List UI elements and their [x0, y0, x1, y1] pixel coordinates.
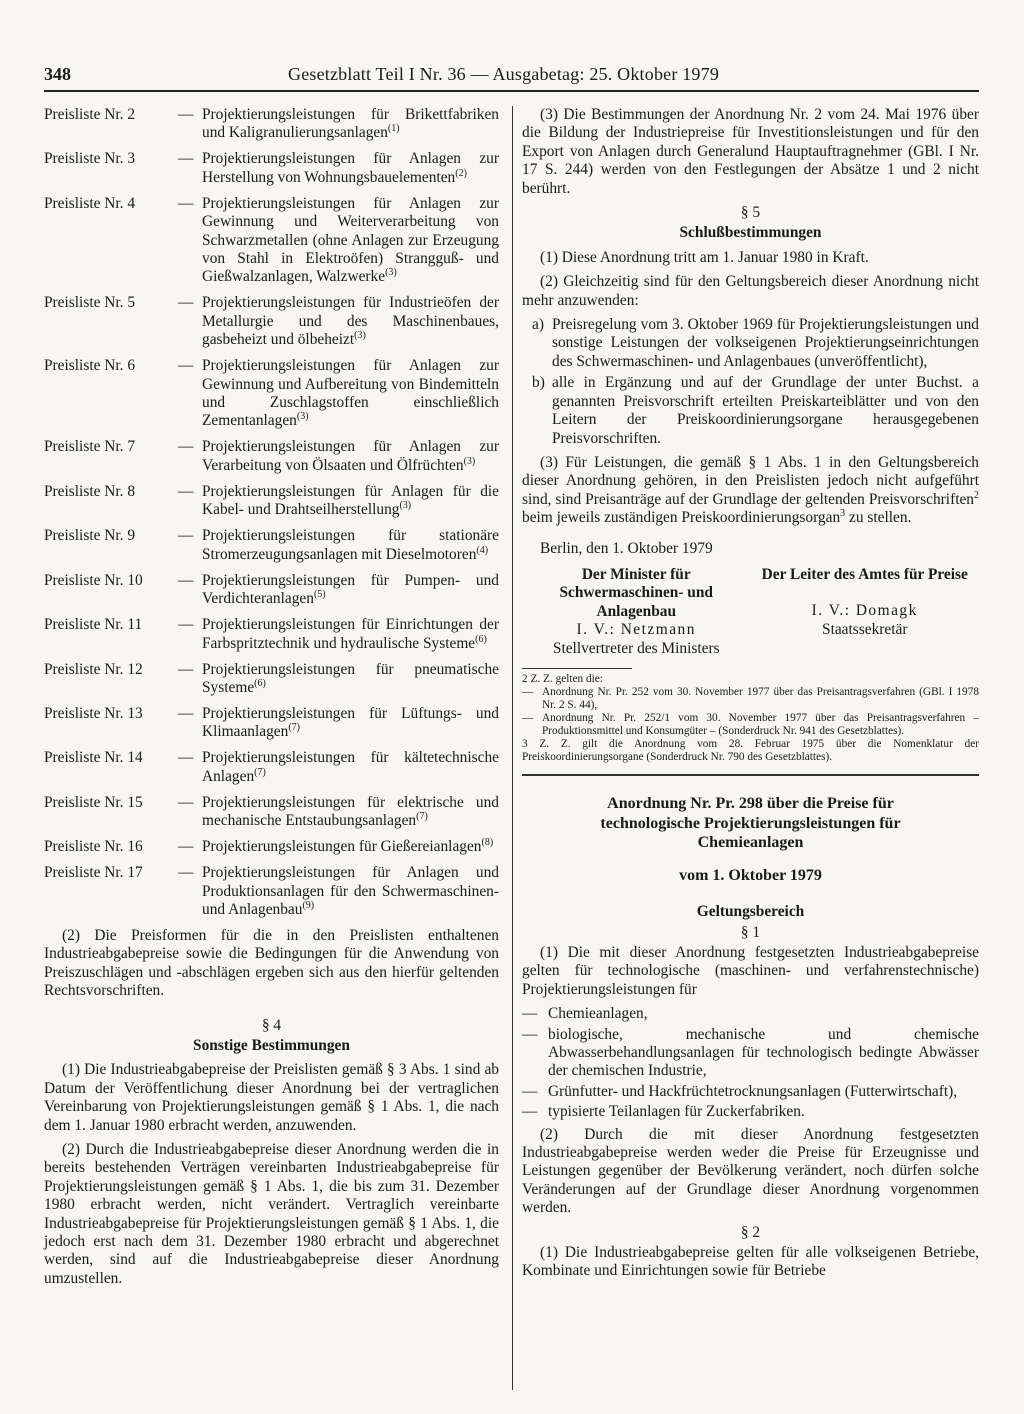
price-list-description: Projektierungsleistungen für kältetechnische Anlagen	[202, 749, 499, 785]
price-list-text	[202, 616, 499, 653]
dash: —	[178, 660, 194, 678]
price-list-description: Projektierungsleistungen für Anlagen und Produktionsanlagen für den Schwermaschinen- und Anlagenbau	[202, 864, 499, 918]
price-list-number: Preisliste Nr. 17	[44, 864, 143, 882]
price-list-row	[44, 294, 499, 349]
footnote-ref: (9)	[302, 899, 315, 911]
footnote-ref: (3)	[463, 455, 476, 467]
item-label: a)	[532, 316, 544, 334]
column-divider	[512, 106, 513, 1390]
price-list-description: Projektierungsleistungen für Anlagen zur Verarbeitung von Ölsaaten und Ölfrüchten	[202, 438, 499, 474]
dash: —	[178, 150, 194, 168]
place-date: Berlin, den 1. Oktober 1979	[540, 539, 713, 557]
footnote-item	[522, 686, 979, 712]
signer-name: I. V.: Domagk	[811, 602, 918, 620]
price-list-number: Preisliste Nr. 16	[44, 838, 143, 856]
left-column	[44, 106, 499, 1294]
paragraph: (2) Die Preisformen für die in den Preislisten enthaltenen Industrieabgabepreise sowie die Bedingungen für die Anwendung von Preiszuschlägen und -abschlägen ergeben sich aus den hierfür geltenden Rechtsvorschriften.	[44, 926, 499, 1000]
footnote-ref: (3)	[354, 330, 366, 342]
list-item	[522, 1005, 979, 1023]
price-list-description: Projektierungsleistungen für Anlagen für die Kabel- und Drahtseilherstellung	[202, 482, 499, 519]
dash: —	[178, 194, 194, 212]
right-column	[522, 106, 979, 1287]
price-list-number: Preisliste Nr. 2	[44, 106, 136, 123]
price-list-number: Preisliste Nr. 6	[44, 357, 136, 375]
footnote-ref: (3)	[385, 267, 397, 279]
paragraph: (2) Durch die Industrieabgabepreise dieser Anordnung werden die in bereits bestehenden Verträgen vereinbarten Industrieabgabepreise für Projektierungsleistungen gemäß § 1 Abs. 1, die bis zum 31. Dezember 1980 erbracht werden, nicht verändert. Vertraglich vereinbarte Industrieabgabepreise für Projektierungsleistungen gemäß § 1 Abs. 1, die jedoch erst nach dem 31. Dezember 1980 erbracht und abgerechnet werden, sind auf die Industrieabgabepreise dieser Anordnung umzustellen.	[44, 1141, 499, 1287]
price-list-number: Preisliste Nr. 8	[44, 482, 136, 500]
price-list-description: Projektierungsleistungen für Anlagen zur Gewinnung und Aufbereitung von Bindemitteln und Zuschlagstoffen einschließlich Zementanlagen	[202, 357, 499, 430]
dash: —	[178, 704, 194, 722]
item-text: Grünfutter- und Hackfrüchtetrocknungsanlagen (Futterwirtschaft),	[548, 1082, 958, 1100]
price-list-number: Preisliste Nr. 9	[44, 527, 136, 545]
section-number: § 1	[740, 923, 761, 941]
dash: —	[178, 838, 194, 856]
list-item	[522, 316, 979, 371]
paragraph-text: (3) Für Leistungen, die gemäß § 1 Abs. 1 in den Geltungsbereich dieser Anordnung gehören, in den Preislisten jedoch nicht aufgeführt sind, sind Preisanträge auf der Grundlage der geltenden Preisvorschriften	[522, 453, 979, 508]
dash-list	[522, 1005, 979, 1121]
price-list-description: Projektierungsleistungen für Einrichtungen der Farbspritztechnik und hydraulische Systeme	[202, 616, 499, 652]
footnote-ref: (1)	[387, 123, 400, 135]
footnote-ref: (5)	[313, 588, 326, 600]
price-list-description: Projektierungsleistungen für stationäre Stromerzeugungsanlagen mit Dieselmotoren	[202, 527, 499, 563]
dash: —	[178, 527, 194, 545]
price-list-description: Projektierungsleistungen für Anlagen zur Herstellung von Wohnungsbauelementen	[202, 150, 499, 186]
price-list-number: Preisliste Nr. 7	[44, 438, 136, 456]
item-label: b)	[532, 374, 545, 392]
dash: —	[178, 616, 194, 634]
section-number: § 4	[261, 1016, 282, 1034]
footnote-list	[522, 686, 979, 738]
price-list-text	[202, 357, 499, 431]
price-list-row	[44, 438, 499, 475]
price-list-row	[44, 106, 499, 143]
signer-title: Der Leiter des Amtes für Preise	[761, 565, 968, 583]
price-list-number: Preisliste Nr. 11	[44, 616, 143, 634]
footnote-ref: (8)	[481, 837, 494, 848]
footnote-item	[522, 712, 979, 738]
list-item	[522, 1026, 979, 1081]
dash: —	[178, 864, 194, 882]
page-number: 348	[44, 64, 71, 84]
section-heading: Sonstige Bestimmungen	[193, 1036, 350, 1054]
paragraph-text: beim jeweils zuständigen Preiskoordinierungsorgan	[522, 509, 841, 527]
price-list-row	[44, 705, 499, 742]
paragraph: (2) Durch die mit dieser Anordnung festgesetzten Industrieabgabepreise werden weder die Preise für Erzeugnisse und Leistungen gegenüber der Bevölkerung verändert, noch dürfen solche Veränderungen auf der Grundlage dieser Anordnung vorgenommen werden.	[522, 1125, 979, 1217]
price-list-number: Preisliste Nr. 4	[44, 194, 136, 212]
paragraph: (1) Die Industrieabgabepreise der Preislisten gemäß § 3 Abs. 1 sind ab Datum der Veröffentlichung dieser Anordnung bei der vertraglichen Vereinbarung von Projektierungsleistungen gemäß § 1 Abs. 1, die nach dem 1. Januar 1980 erbracht werden, anzuwenden.	[44, 1061, 499, 1134]
dash: —	[522, 1103, 538, 1121]
price-list-row	[44, 661, 499, 698]
item-text: typisierte Teilanlagen für Zuckerfabriken.	[548, 1103, 805, 1121]
list-item	[522, 374, 979, 448]
price-list-text	[202, 150, 499, 187]
ordinance-date: vom 1. Oktober 1979	[679, 866, 822, 884]
price-list-number: Preisliste Nr. 5	[44, 294, 136, 312]
price-list-number: Preisliste Nr. 12	[44, 660, 143, 678]
dash: —	[178, 438, 194, 456]
price-list-row	[44, 150, 499, 187]
price-list-description: Projektierungsleistungen für Brikettfabriken und Kaligranulierungsanlagen	[202, 106, 499, 142]
price-list-text	[202, 106, 499, 143]
signature-right	[751, 566, 980, 658]
dash: —	[178, 571, 194, 589]
dash: —	[178, 482, 194, 500]
price-list-text	[202, 483, 499, 520]
price-list-description: Projektierungsleistungen für Pumpen- und Verdichteranlagen	[202, 571, 499, 608]
dash: —	[522, 1025, 538, 1043]
price-list-row	[44, 572, 499, 609]
footnote-ref: (2)	[455, 167, 467, 179]
footnote-ref: (7)	[416, 811, 428, 822]
list-item	[522, 1103, 979, 1121]
price-list-description: Projektierungsleistungen für Gießereianlagen	[202, 838, 482, 856]
header-title: Gesetzblatt Teil I Nr. 36 — Ausgabetag: 25. Oktober 1979	[288, 64, 720, 84]
price-list-text	[202, 527, 499, 564]
page-header	[44, 62, 979, 92]
signature-left	[522, 566, 751, 658]
section-rule	[522, 774, 979, 776]
paragraph: (1) Die Industrieabgabepreise gelten für alle volkseigenen Betriebe, Kombinate und Einrichtungen sowie für Betriebe	[522, 1244, 979, 1280]
price-list-description: Projektierungsleistungen für pneumatische Systeme	[202, 660, 499, 696]
paragraph: (1) Diese Anordnung tritt am 1. Januar 1980 in Kraft.	[540, 248, 869, 266]
price-list-row	[44, 483, 499, 520]
price-list-row	[44, 195, 499, 287]
price-list-text	[202, 705, 499, 742]
dash: —	[178, 749, 194, 767]
footnote-ref: 2	[974, 489, 979, 501]
signature-block	[522, 566, 979, 658]
price-list-row	[44, 616, 499, 653]
list-item	[522, 1083, 979, 1101]
item-text: alle in Ergänzung und auf der Grundlage der unter Buchst. a genannten Preisvorschrift erteilten Preiskarteiblätter und von den Leitern der Preiskoordinierungsorgane herausgegebenen Preisvorschriften.	[552, 374, 979, 447]
price-list-text	[202, 749, 499, 786]
section-number: § 2	[740, 1223, 761, 1241]
dash: —	[522, 711, 534, 724]
section-heading: Geltungsbereich	[696, 903, 805, 921]
dash: —	[522, 1082, 538, 1100]
footnote-item-text: Anordnung Nr. Pr. 252 vom 30. November 1977 über das Preisantragsverfahren (GBl. I 1978 Nr. 2 S. 44),	[542, 685, 979, 711]
price-list-description: Projektierungsleistungen für Industrieöfen der Metallurgie und des Maschinenbaues, gasbeheizt und ölbeheizt	[202, 294, 499, 349]
price-list-text	[202, 864, 499, 919]
price-list-number: Preisliste Nr. 14	[44, 749, 143, 767]
signer-title: Der Minister für Schwermaschinen- und Anlagenbau	[559, 565, 713, 620]
item-text: Chemieanlagen,	[548, 1005, 648, 1023]
price-list-row	[44, 527, 499, 564]
signer-role: Stellvertreter des Ministers	[552, 639, 720, 657]
price-list-row	[44, 794, 499, 831]
paragraph	[522, 454, 979, 528]
item-text: biologische, mechanische und chemische Abwasserbehandlungsanlagen für technologisch bedingte Abwässer der chemischen Industrie,	[548, 1025, 979, 1080]
footnote-ref: (7)	[288, 722, 300, 734]
footnote: 2 Z. Z. gelten die:	[522, 672, 603, 685]
paragraph: (3) Die Bestimmungen der Anordnung Nr. 2 vom 24. Mai 1976 über die Bildung der Industriepreise für Investitionsleistungen und für den Export von Anlagen durch Generalund Hauptauftragnehmer (GBl. I Nr. 17 S. 244) werden von den Festlegungen der Absätze 1 und 2 nicht berührt.	[522, 106, 979, 197]
price-list-description: Projektierungsleistungen für Lüftungs- und Klimaanlagen	[202, 704, 499, 741]
section-heading: Schlußbestimmungen	[679, 224, 822, 242]
price-list-number: Preisliste Nr. 3	[44, 150, 136, 168]
price-list-text	[202, 838, 499, 856]
price-list-text	[202, 794, 499, 831]
price-list-row	[44, 838, 499, 856]
footnote-ref: (3)	[399, 500, 412, 512]
paragraph-text: zu stellen.	[845, 509, 912, 527]
price-list-text	[202, 661, 499, 698]
footnote-ref: (3)	[296, 411, 309, 423]
price-list-table	[44, 106, 499, 919]
footnote-ref: 3	[840, 508, 846, 519]
dash: —	[178, 106, 194, 123]
footnote: 3 Z. Z. gilt die Anordnung vom 28. Februar 1975 über die Nomenklatur der Preiskoordinierungsorgane (Sonderdruck Nr. 790 des Gesetzblattes).	[522, 737, 979, 763]
dash: —	[178, 793, 194, 811]
price-list-description: Projektierungsleistungen für elektrische und mechanische Entstaubungsanlagen	[202, 793, 499, 830]
signer-name: I. V.: Netzmann	[576, 621, 696, 639]
footnote-rule	[522, 668, 632, 669]
price-list-number: Preisliste Nr. 15	[44, 793, 143, 811]
footnote-item-text: Anordnung Nr. Pr. 252/1 vom 30. November 1977 über das Preisantragsverfahren – Produktionsmittel und Konsumgüter – (Sonderdruck Nr. 941 des Gesetzblattes).	[542, 711, 979, 737]
price-list-row	[44, 864, 499, 919]
price-list-text	[202, 572, 499, 609]
footnote-ref: (7)	[254, 766, 266, 778]
dash: —	[178, 357, 194, 375]
price-list-text	[202, 294, 499, 349]
enumeration-list	[522, 316, 979, 448]
dash: —	[178, 294, 194, 312]
section-number: § 5	[740, 204, 761, 222]
dash: —	[522, 1005, 538, 1023]
paragraph: (2) Gleichzeitig sind für den Geltungsbereich dieser Anordnung nicht mehr anzuwenden:	[522, 273, 979, 309]
price-list-row	[44, 749, 499, 786]
item-text: Preisregelung vom 3. Oktober 1969 für Projektierungsleistungen und sonstige Leistungen der volkseigenen Projektierungseinrichtungen des Schwermaschinen- und Anlagenbaues (unveröffentlicht),	[552, 316, 979, 370]
paragraph: (1) Die mit dieser Anordnung festgesetzten Industrieabgabepreise gelten für technologische (maschinen- und verfahrenstechnische) Projektierungsleistungen für	[522, 943, 979, 998]
price-list-number: Preisliste Nr. 13	[44, 704, 143, 722]
footnote-ref: (6)	[475, 633, 487, 645]
price-list-row	[44, 357, 499, 431]
price-list-text	[202, 438, 499, 475]
footnote-ref: (4)	[476, 544, 489, 556]
ordinance-title: Anordnung Nr. Pr. 298 über die Preise für technologische Projektierungsleistungen für Chemieanlagen	[600, 794, 901, 852]
signer-role: Staatssekretär	[822, 620, 908, 638]
dash: —	[522, 685, 534, 698]
price-list-text	[202, 195, 499, 287]
footnote-ref: (6)	[254, 677, 266, 689]
price-list-description: Projektierungsleistungen für Anlagen zur Gewinnung und Weiterverarbeitung von Schwarzmetallen (ohne Anlagen zur Erzeugung von Stahl in Elektroöfen) Strangguß- und Gießwalzanlagen, Walzwerke	[202, 194, 499, 286]
price-list-number: Preisliste Nr. 10	[44, 571, 143, 589]
